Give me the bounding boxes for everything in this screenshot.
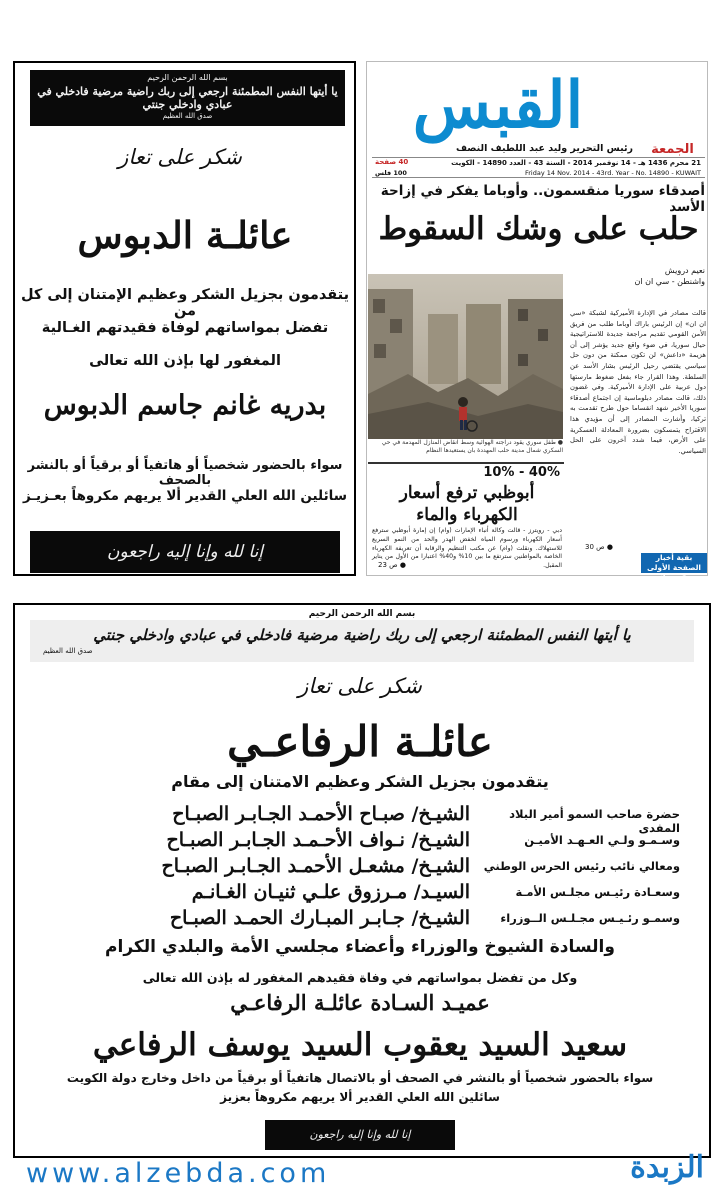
- arabic-dateline: 21 محرم 1436 هـ - 14 نوفمبر 2014 - السنة 43 - العدد 14890 - الكويت: [372, 157, 705, 168]
- closing-band: إنا لله وإنا إليه راجعون: [265, 1120, 455, 1150]
- photo-caption: ● طفل سوري يقود دراجته الهوائية وسط انقاض المنازل المهدمة في حي السكري شمال مدينة حلب المهددة بان يستعيدها النظام: [381, 439, 563, 454]
- dignitary-title: وسعـادة رئيـس مجلـس الأمـة: [515, 885, 680, 899]
- byline-source: واشنطن - سي ان ان: [634, 277, 705, 286]
- sadaq-text: صدق الله العظيم: [162, 112, 213, 120]
- intro-line: يتقدمون بجزيل الشكر وعظيم الامتنان إلى مقام: [171, 772, 549, 791]
- newspaper-logo: القبس: [412, 68, 584, 143]
- more-news-box: [641, 553, 707, 582]
- side-story-text: دبي - رويترز - قالت وكالة أنباء الإمارات (وام) إن إمارة أبوظبي سترفع أسعار الكهرباء ورسوم المياه لخفض الهدر والحد من النمو السريع للاستهلاك. ونقلت (وام) عن مكتب التنظيم والرقابة أن تعريفة الكهرباء الخاصة بالمواطنين سترتفع ما بين 10% و40% اعتبارا من الأول من يناير المقبل.: [372, 527, 562, 570]
- news-photo: [368, 274, 563, 439]
- thanks-title: شكر على تعاز: [118, 145, 242, 169]
- headline: حلب على وشك السقوط: [378, 211, 699, 247]
- thanks-title: شكر على تعاز: [298, 674, 422, 698]
- thanks-line-3: المغفور لها بإذن الله تعالى: [89, 353, 281, 369]
- dignitary-title: ومعالي نائب رئيس الحرس الوطني: [483, 859, 680, 873]
- byline-author: نعيم درويش: [664, 266, 705, 275]
- quran-verse-band: [30, 70, 345, 126]
- article-body: قالت مصادر في الإدارة الأميركية لشبكة «سي ان ان» إن الرئيس باراك أوباما طلب من فريق الأمن القومي تقديم مراجعة جديدة للاستراتيجية حيال سوريا، في ضوء واقع جديد يؤشر إلى أن هزيمة «داعش» لن تكون ممكنة من دون حل سياسي يقتضي رحيل الرئيس بشار الأسد عن السلطة. وهذا القرار جاء بفعل ضغوط مارستها دول عربية على الإدارة الأميركية. وفي غضون ذلك، قالت مصادر دبلوماسية إن اجتماع أصدقاء سوريا الأخير شهد انقساما حول طرح تقدمت به تركيا، وأشارت المصادر إلى أن مؤيدي هذا الاقتراح يتمسكون بضرورة المعادلة العسكرية على الأرض، فيما شدد آخرون على الحل السياسي.: [570, 309, 706, 455]
- dignitary-row: [40, 909, 680, 935]
- others-line: والسادة الشيوخ والوزراء وأعضاء مجلسي الأمة والبلدي الكرام: [105, 937, 615, 957]
- dignitary-title: وسمـو رئـيـس مجـلـس الــوزراء: [500, 911, 680, 925]
- deceased-name: سعيد السيد يعقوب السيد يوسف الرفاعي: [92, 1027, 628, 1063]
- english-dateline: Friday 14 Nov. 2014 - 43rd. Year - No. 14890 - KUWAIT: [372, 168, 705, 178]
- closing-band: إنا لله وإنا إليه راجعون: [30, 531, 340, 573]
- dignitary-title: وسـمـو ولـي العـهـد الأميـن: [524, 833, 680, 847]
- dignitary-name: الشيـخ/ صبـاح الأحمـد الجـابـر الصبـاح: [172, 803, 470, 825]
- dignitary-title: حضرة صاحب السمو أمير البلاد المفدى: [509, 807, 680, 835]
- bismillah: بسم الله الرحمن الرحيم: [308, 609, 416, 619]
- dignitary-row: [40, 831, 680, 857]
- side-story-badge: 10% - 40%: [483, 465, 560, 480]
- more-news-ref: ● ص 3: [660, 573, 688, 582]
- quran-verse: يا أيتها النفس المطمئنة ارجعي إلى ربك راضية مرضية فادخلي في عبادي وادخلي جنتي: [93, 626, 631, 644]
- family-name: عائلـة الدبوس: [77, 213, 293, 257]
- subheadline: أصدقاء سوريا منقسمون.. وأوباما يفكر في إزاحة الأسد: [380, 183, 705, 215]
- editor-in-chief: رئيس التحرير وليد عبد اللطيف النصف: [455, 143, 634, 154]
- prayer-line: سائلين الله العلي القدير ألا يريهم مكروهاً بعـزيـز: [23, 488, 347, 504]
- dignitary-name: الشيـخ/ مشعـل الأحمـد الجـابـر الصبـاح: [161, 855, 470, 877]
- thanks-line-2: تفضل بمواساتهم لوفاة فقيدتهم الغـالية: [41, 320, 329, 336]
- presence-line: سواء بالحضور شخصياً أو بالنشر في الصحف أو بالاتصال هاتفياً أو برقياً من داخل وخارج دولة الكويت: [66, 1071, 654, 1085]
- presence-line: سواء بالحضور شخصياً أو هاتفياً أو برقياً أو بالنشر بالصحف: [27, 458, 343, 488]
- edition-day: الجمعة: [651, 142, 694, 157]
- price: 100 فلس: [375, 169, 407, 177]
- dignitary-name: الشيـخ/ جـابـر المبـارك الحمـد الصبـاح: [169, 907, 470, 929]
- page-count: 40 صفحة: [375, 158, 409, 166]
- side-story-title: أبوظبي ترفع أسعار الكهرباء والماء: [399, 483, 535, 525]
- side-story-page-ref: ● ص 23: [378, 561, 406, 569]
- site-logo: الزبدة: [630, 1150, 704, 1185]
- thanks-line-1: يتقدمون بجزيل الشكر وعظيم الإمتنان إلى كل من: [20, 287, 350, 319]
- prayer-line: سائلين الله العلي القدير ألا يريهم مكروهاً بعزيز: [220, 1090, 500, 1104]
- dignitary-row: [40, 857, 680, 883]
- bismillah: بسم الله الرحمن الرحيم: [147, 73, 228, 82]
- deceased-name: بدريه غانم جاسم الدبوس: [43, 390, 327, 421]
- family-dean-line: عميـد السـادة عائلـة الرفاعـي: [230, 990, 490, 1015]
- passing-line: وكل من تفضل بمواساتهم في وفاة فقيدهم المغفور له بإذن الله تعالى: [142, 970, 578, 985]
- dignitary-name: السيـد/ مـرزوق علـي ثنيـان الغـانـم: [191, 881, 470, 903]
- article-page-ref: ● ص 30: [585, 543, 613, 551]
- site-url[interactable]: www.alzebda.com: [26, 1158, 331, 1189]
- dignitary-name: الشيـخ/ نـواف الأحـمـد الجـابـر الصبـاح: [166, 829, 470, 851]
- dignitary-row: [40, 803, 680, 835]
- more-news-label: بقية أخبار الصفحة الأولى: [647, 553, 701, 572]
- quran-verse: يا أيتها النفس المطمئنة ارجعي إلى ربك راضية مرضية فادخلي في عبادي وادخلي جنتي: [37, 85, 338, 111]
- sadaq-text: صدق الله العظيم: [43, 647, 93, 655]
- family-name: عائلـة الرفاعـي: [227, 717, 493, 766]
- dignitary-row: [40, 883, 680, 909]
